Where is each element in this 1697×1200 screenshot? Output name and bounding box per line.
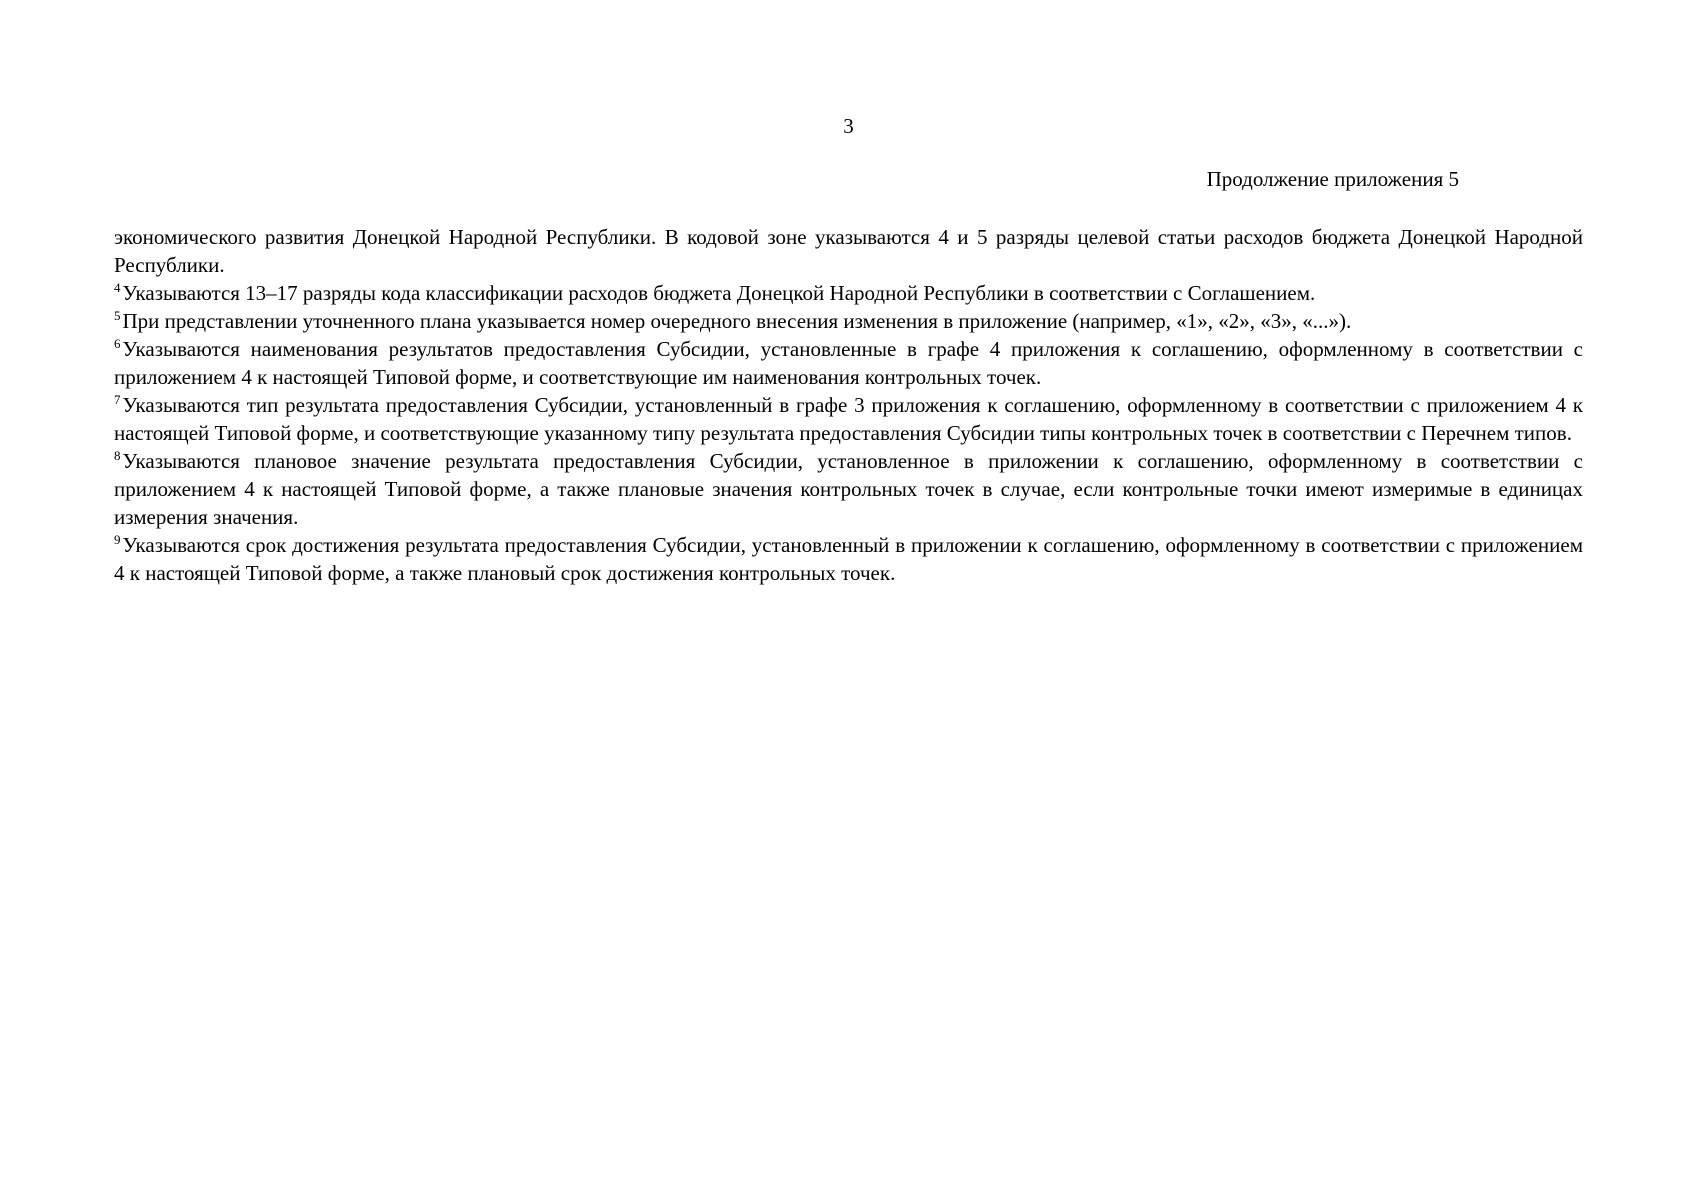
- footnote-8: [114, 447, 1583, 531]
- footnote-9: [114, 531, 1583, 587]
- footnote-marker: 7: [114, 392, 121, 407]
- page-number: 3: [843, 114, 854, 138]
- footnote-marker: 4: [114, 280, 121, 295]
- footnote-text: При представлении уточненного плана указывается номер очередного внесения изменения в приложение (например, «1», «2», «3», «...»).: [122, 309, 1352, 333]
- footnote-6: [114, 335, 1583, 391]
- footnote-5: [114, 307, 1583, 335]
- footnote-text: Указываются 13–17 разряды кода классификации расходов бюджета Донецкой Народной Республики в соответствии с Соглашением.: [122, 281, 1316, 305]
- appendix-continuation-label: Продолжение приложения 5: [1206, 167, 1459, 191]
- footnote-marker: 6: [114, 336, 121, 351]
- footnotes-block: [114, 223, 1583, 587]
- footnote-continuation: [114, 223, 1583, 279]
- footnote-text: Указываются срок достижения результата предоставления Субсидии, установленный в приложении к соглашению, оформленному в соответствии с приложением 4 к настоящей Типовой форме, а также плановый срок достижения контрольных точек.: [114, 533, 1583, 585]
- footnote-text: экономического развития Донецкой Народной Республики. В кодовой зоне указываются 4 и 5 разряды целевой статьи расходов бюджета Донецкой Народной Республики.: [114, 225, 1583, 277]
- footnote-marker: 9: [114, 532, 121, 547]
- footnote-4: [114, 279, 1583, 307]
- footnote-text: Указываются наименования результатов предоставления Субсидии, установленные в графе 4 приложения к соглашению, оформленному в соответствии с приложением 4 к настоящей Типовой форме, и соответствующие им наименования контрольных точек.: [114, 337, 1583, 389]
- footnote-marker: 8: [114, 448, 121, 463]
- footnote-text: Указываются тип результата предоставления Субсидии, установленный в графе 3 приложения к соглашению, оформленному в соответствии с приложением 4 к настоящей Типовой форме, и соответствующие указанному типу результата предоставления Субсидии типы контрольных точек в соответствии с Перечнем типов.: [114, 393, 1583, 445]
- footnote-marker: 5: [114, 308, 121, 323]
- footnote-7: [114, 391, 1583, 447]
- footnote-text: Указываются плановое значение результата предоставления Субсидии, установленное в приложении к соглашению, оформленному в соответствии с приложением 4 к настоящей Типовой форме, а также плановые значения контрольных точек в случае, если контрольные точки имеют измеримые в единицах измерения значения.: [114, 449, 1583, 529]
